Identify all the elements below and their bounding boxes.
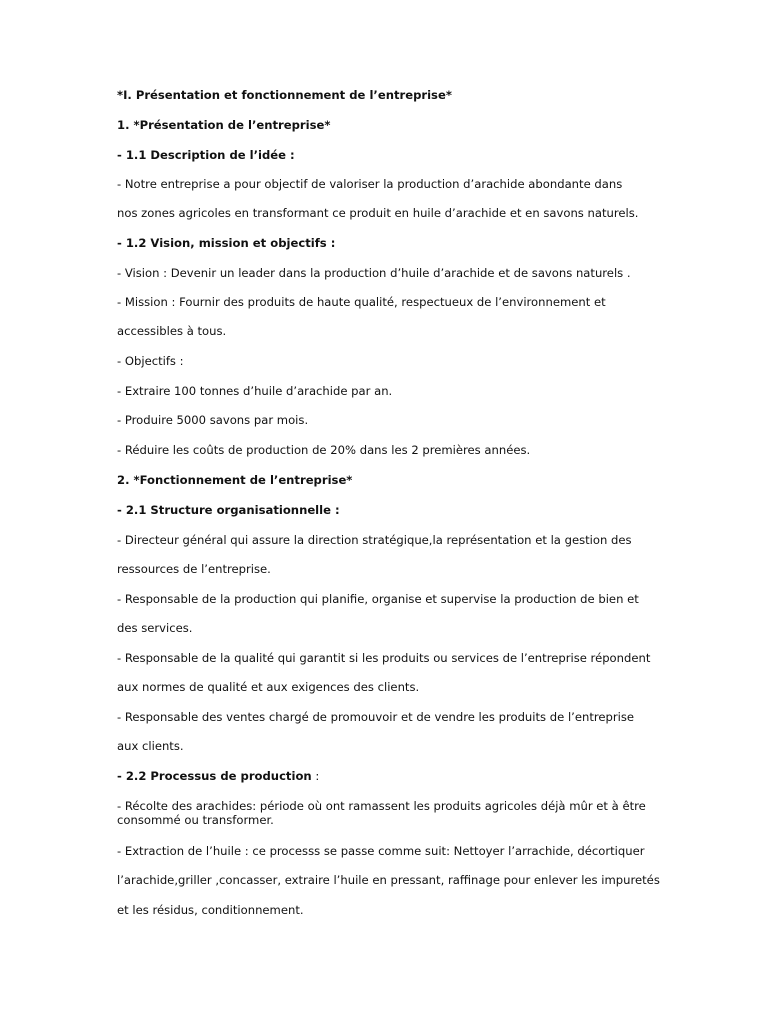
section-1-heading: 1. *Présentation de l’entreprise* xyxy=(117,118,331,132)
mission-line: - Mission : Fournir des produits de haute qualité, respectueux de l’environnement et xyxy=(117,295,606,309)
role-line: - Responsable de la qualité qui garantit si les produits ou services de l’entreprise répondent xyxy=(117,651,651,665)
subsection-2-2-heading-bold: - 2.2 Processus de production xyxy=(117,769,312,783)
extraction-line-continued: et les résidus, conditionnement. xyxy=(117,903,304,917)
role-line-continued: ressources de l’entreprise. xyxy=(117,562,271,576)
role-line-continued: aux clients. xyxy=(117,739,184,753)
paragraph-line: - Notre entreprise a pour objectif de valoriser la production d’arachide abondante dans xyxy=(117,177,623,191)
vision-line: - Vision : Devenir un leader dans la production d’huile d’arachide et de savons naturels . xyxy=(117,266,631,280)
role-line-continued: aux normes de qualité et aux exigences des clients. xyxy=(117,680,420,694)
role-line: - Responsable de la production qui planifie, organise et supervise la production de bien et xyxy=(117,592,639,606)
extraction-line: - Extraction de l’huile : ce processs se passe comme suit: Nettoyer l’arrachide, décortiquer xyxy=(117,844,645,858)
subsection-2-2-heading xyxy=(117,769,677,783)
subsection-2-2-heading-colon: : xyxy=(311,769,320,783)
subsection-1-2-heading: - 1.2 Vision, mission et objectifs : xyxy=(117,236,336,250)
subsection-2-1-heading: - 2.1 Structure organisationnelle : xyxy=(117,503,340,517)
subsection-1-1-heading: - 1.1 Description de l’idée : xyxy=(117,148,295,162)
role-line: - Responsable des ventes chargé de promouvoir et de vendre les produits de l’entreprise xyxy=(117,710,635,724)
objectif-item: - Produire 5000 savons par mois. xyxy=(117,413,309,427)
role-line-continued: des services. xyxy=(117,621,193,635)
objectif-item: - Extraire 100 tonnes d’huile d’arachide par an. xyxy=(117,384,393,398)
extraction-line-continued: l’arachide,griller ,concasser, extraire l’huile en pressant, raffinage pour enlever les impuretés xyxy=(117,873,660,887)
section-2-heading: 2. *Fonctionnement de l’entreprise* xyxy=(117,473,353,487)
recolte-paragraph: - Récolte des arachides: période où ont ramassent les produits agricoles déjà mûr et à être consommé ou transformer. xyxy=(117,799,646,827)
paragraph-line: nos zones agricoles en transformant ce produit en huile d’arachide et en savons naturels. xyxy=(117,206,639,220)
objectif-item: - Réduire les coûts de production de 20% dans les 2 premières années. xyxy=(117,443,531,457)
objectifs-label: - Objectifs : xyxy=(117,354,184,368)
mission-line-continued: accessibles à tous. xyxy=(117,324,227,338)
document-title: *I. Présentation et fonctionnement de l’entreprise* xyxy=(117,88,452,102)
role-line: - Directeur général qui assure la direction stratégique,la représentation et la gestion des xyxy=(117,533,632,547)
